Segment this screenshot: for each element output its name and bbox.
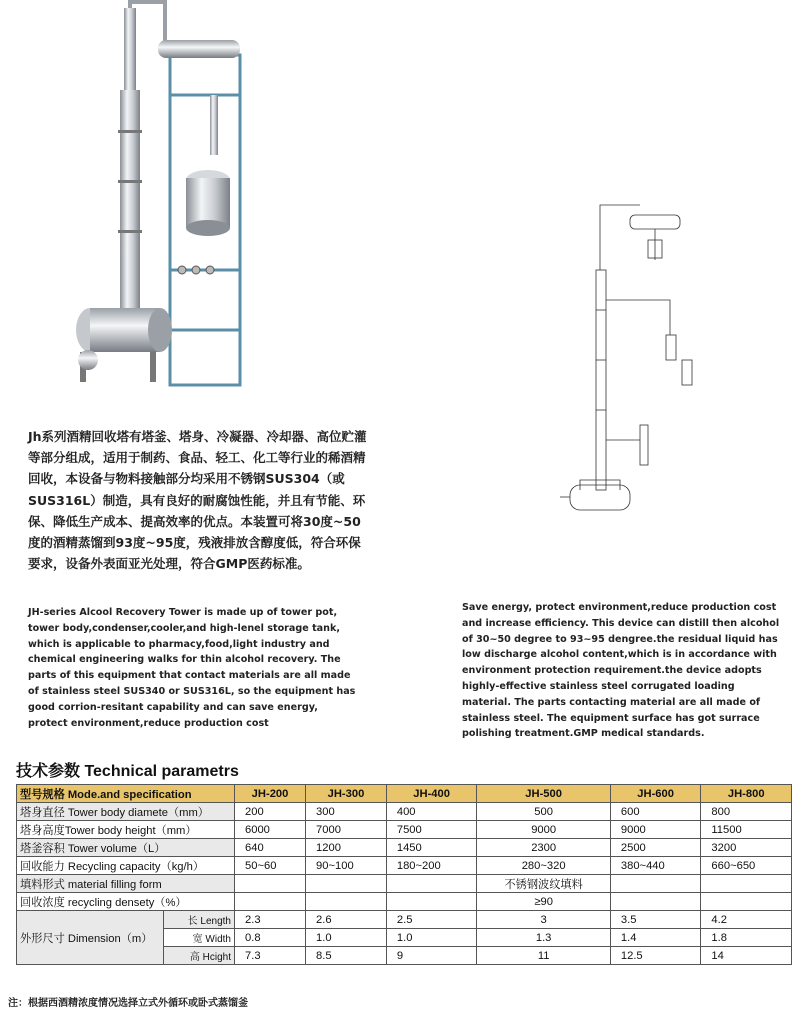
model-header: JH-600 xyxy=(610,785,701,803)
cell: 280~320 xyxy=(477,857,610,875)
cell: 12.5 xyxy=(610,947,701,965)
cell: 1.4 xyxy=(610,929,701,947)
cell: 不锈钢波纹填料 xyxy=(477,875,610,893)
cell: 9000 xyxy=(477,821,610,839)
cell: 1.3 xyxy=(477,929,610,947)
row-label: 填料形式 material filling form xyxy=(17,875,235,893)
table-row xyxy=(17,875,792,893)
table-row xyxy=(17,911,792,929)
cell: 7000 xyxy=(306,821,387,839)
cell: 300 xyxy=(306,803,387,821)
row-label: 塔身高度Tower body height（mm） xyxy=(17,821,235,839)
cell: 11 xyxy=(477,947,610,965)
cell: 3 xyxy=(477,911,610,929)
intro-english-right: Save energy, protect environment,reduce production cost and increase efficiency. This device can distill then alcohol of 30~50 degree to 93~95 dengree.the residual liquid has low discharge alcohol content,which is in accordance with environment protection requirement.the device adopts highly-effective stainless steel corrugated loading material. The parts contacting material are all made of stainless steel. The equipment surface has got surrace polishing treatment.GMP medical standards. xyxy=(462,602,780,740)
cell: 3.5 xyxy=(610,911,701,929)
cell: 1.8 xyxy=(701,929,792,947)
cell: 400 xyxy=(386,803,477,821)
cell: 14 xyxy=(701,947,792,965)
row-label: 外形尺寸 Dimension（m） xyxy=(17,911,164,965)
cell: 1200 xyxy=(306,839,387,857)
cell: 1450 xyxy=(386,839,477,857)
model-header: JH-400 xyxy=(386,785,477,803)
cell: 7.3 xyxy=(235,947,306,965)
cell: 800 xyxy=(701,803,792,821)
sub-label: 高 Hcight xyxy=(164,947,235,965)
cell: ≥90 xyxy=(477,893,610,911)
sub-label: 宽 Width xyxy=(164,929,235,947)
cell: 200 xyxy=(235,803,306,821)
table-row xyxy=(17,857,792,875)
table-row xyxy=(17,803,792,821)
cell: 9000 xyxy=(610,821,701,839)
row-label: 塔釜容积 Tower volume（L） xyxy=(17,839,235,857)
cell: 0.8 xyxy=(235,929,306,947)
cell: 3200 xyxy=(701,839,792,857)
process-schematic xyxy=(540,200,725,530)
sub-label: 长 Length xyxy=(164,911,235,929)
section-title: 技术参数 Technical parametrs xyxy=(16,763,239,780)
cell: 6000 xyxy=(235,821,306,839)
equipment-photo xyxy=(70,0,255,395)
cell: 8.5 xyxy=(306,947,387,965)
cell: 380~440 xyxy=(610,857,701,875)
intro-chinese: Jh系列酒精回收塔有塔釜、塔身、冷凝器、冷却器、高位贮灌等部分组成，适用于制药、食品、轻工、化工等行业的稀酒精回收，本设备与物料接触部分均采用不锈钢SUS304（或SUS316L）制造，具有良好的耐腐蚀性能，并且有节能、环保、降低生产成本、提高效率的优点。本装置可将30度~50度的酒精蒸馏到93度~95度，残液排放含醇度低，符合环保要求，设备外表面亚光处理，符合GMP医药标准。 xyxy=(28,429,367,572)
cell: 660~650 xyxy=(701,857,792,875)
cell: 640 xyxy=(235,839,306,857)
table-header-row xyxy=(17,785,792,803)
footnote: 注：根据西酒精浓度情况选择立式外循环或卧式蒸馏釜 xyxy=(8,998,248,1009)
spec-table xyxy=(16,784,792,965)
cell: 180~200 xyxy=(386,857,477,875)
model-header: JH-500 xyxy=(477,785,610,803)
header-label: 型号规格 Mode.and specification xyxy=(17,785,235,803)
cell: 600 xyxy=(610,803,701,821)
row-label: 回收能力 Recycling capacity（kg/h） xyxy=(17,857,235,875)
row-label: 塔身直径 Tower body diamete（mm） xyxy=(17,803,235,821)
cell: 4.2 xyxy=(701,911,792,929)
cell: 2.5 xyxy=(386,911,477,929)
cell: 2300 xyxy=(477,839,610,857)
cell: 2500 xyxy=(610,839,701,857)
cell: 2.6 xyxy=(306,911,387,929)
table-row xyxy=(17,839,792,857)
cell: 1.0 xyxy=(306,929,387,947)
intro-english-left: JH-series Alcool Recovery Tower is made up of tower pot, tower body,condenser,cooler,and high-lenel storage tank, which is applicable to pharmacy,food,light industry and chemical engineering walks for thin alcohol recovery. The parts of this equipment that contact materials are all made of stainless steel SUS340 or SUS316L, so the equipment has good corrion-resitant capability and can save energy, protect environment,reduce production cost xyxy=(28,607,356,729)
cell: 11500 xyxy=(701,821,792,839)
model-header: JH-800 xyxy=(701,785,792,803)
table-row xyxy=(17,821,792,839)
cell: 7500 xyxy=(386,821,477,839)
cell: 50~60 xyxy=(235,857,306,875)
cell: 90~100 xyxy=(306,857,387,875)
table-row xyxy=(17,893,792,911)
cell: 1.0 xyxy=(386,929,477,947)
model-header: JH-200 xyxy=(235,785,306,803)
cell: 500 xyxy=(477,803,610,821)
row-label: 回收浓度 recycling densety（%） xyxy=(17,893,235,911)
model-header: JH-300 xyxy=(306,785,387,803)
cell: 2.3 xyxy=(235,911,306,929)
cell: 9 xyxy=(386,947,477,965)
